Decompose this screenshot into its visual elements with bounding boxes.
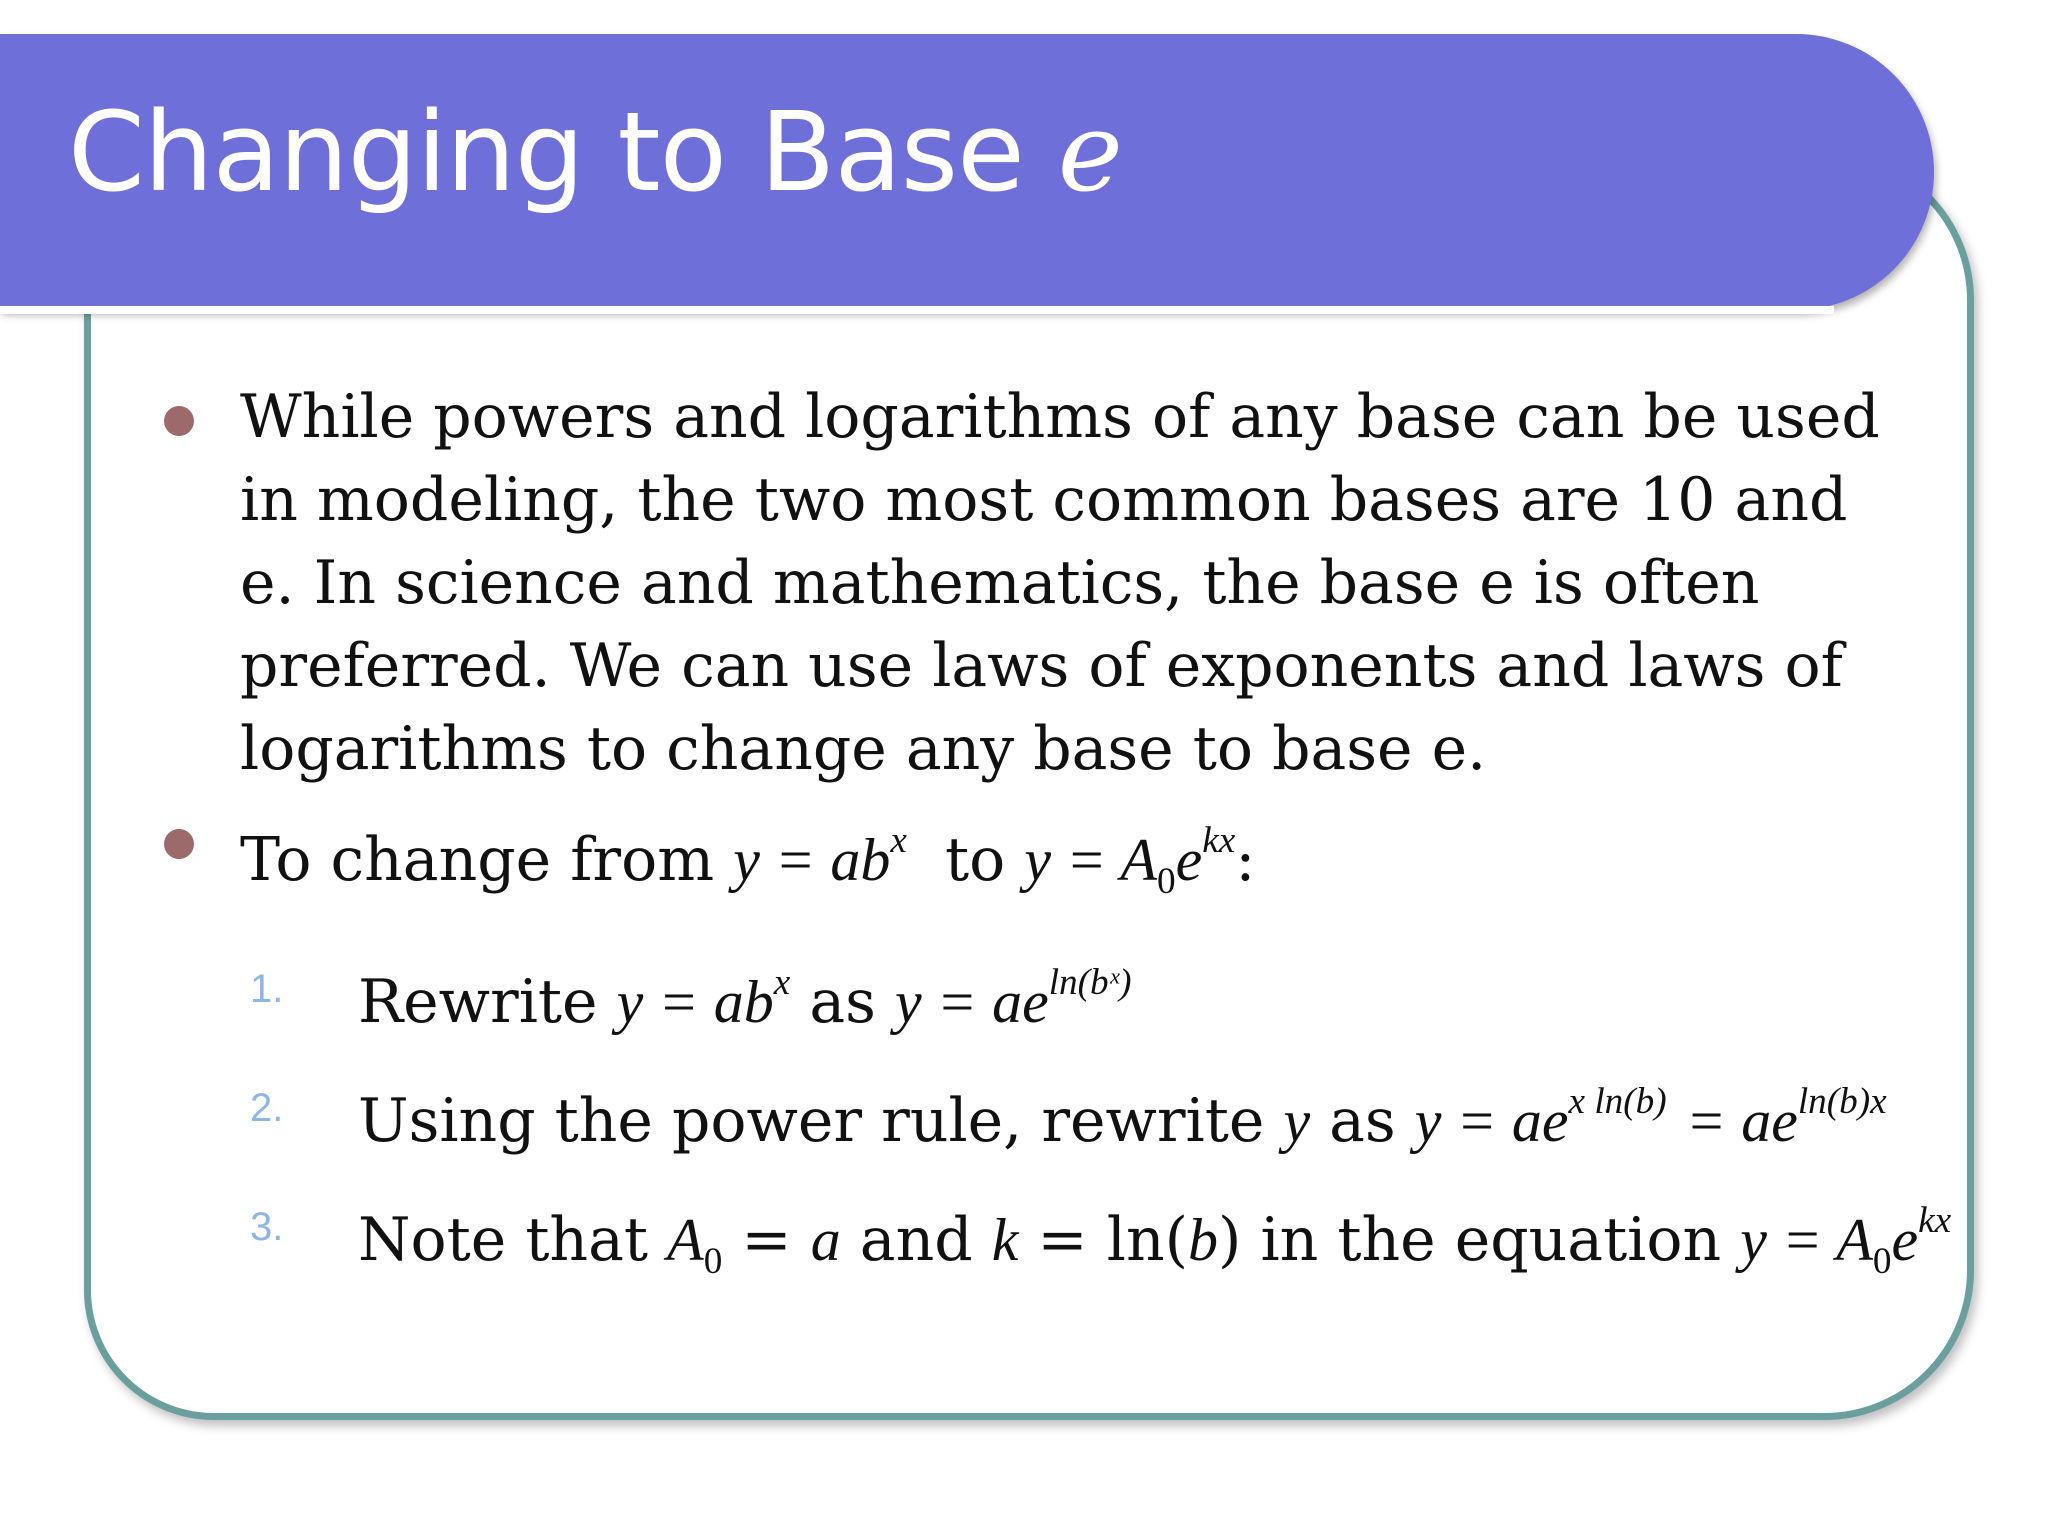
step-number: 2. bbox=[250, 1085, 284, 1130]
step-formula-base: y = A bbox=[1740, 1206, 1873, 1273]
step-variable: a bbox=[810, 1206, 841, 1273]
formula-to-base: y = A bbox=[1024, 826, 1157, 893]
step-formula-e: e bbox=[1891, 1206, 1919, 1273]
bullet-dot-icon bbox=[164, 829, 194, 859]
title-text: Changing to Base bbox=[68, 88, 1058, 216]
step-formula bbox=[616, 961, 791, 1035]
step-formula-exponent: kx bbox=[1918, 1199, 1952, 1241]
step-text: Rewrite bbox=[358, 966, 598, 1037]
step-formula-exponent: x ln(b) bbox=[1568, 1080, 1667, 1122]
formula-to-e: e bbox=[1175, 826, 1203, 893]
formula-to-exponent: kx bbox=[1202, 820, 1236, 861]
formula-from bbox=[733, 820, 907, 893]
step-variable: y bbox=[1283, 1087, 1311, 1154]
bullet-item bbox=[158, 799, 1918, 923]
formula-to bbox=[1024, 820, 1236, 902]
step-formula-base: y = ae bbox=[1414, 1087, 1569, 1154]
title-underline bbox=[0, 306, 1834, 314]
step-number: 1. bbox=[250, 966, 284, 1011]
step-formula-subscript: 0 bbox=[1872, 1240, 1892, 1282]
step-item bbox=[158, 1052, 1918, 1171]
step-formula-exponent: x bbox=[773, 961, 791, 1003]
step-formula bbox=[1685, 1080, 1887, 1154]
step-text: ) in the equation bbox=[1218, 1204, 1722, 1275]
bullet-mid: to bbox=[945, 824, 1006, 895]
step-variable: b bbox=[1188, 1206, 1219, 1273]
step-text: as bbox=[809, 966, 876, 1037]
bullet-dot-icon bbox=[164, 406, 194, 436]
bullet-prefix: To change from bbox=[240, 824, 715, 895]
step-text: and bbox=[859, 1204, 973, 1275]
steps-list bbox=[158, 933, 1952, 1312]
step-item bbox=[158, 1171, 1952, 1312]
step-text: = ln( bbox=[1037, 1204, 1189, 1275]
bullet-item bbox=[158, 376, 1918, 791]
slide-content bbox=[158, 376, 1952, 1312]
formula-to-subscript: 0 bbox=[1157, 860, 1176, 902]
formula-from-exponent: x bbox=[890, 820, 907, 861]
step-formula-base: y = ae bbox=[894, 968, 1049, 1035]
step-variable-subscript: 0 bbox=[703, 1240, 723, 1282]
step-number: 3. bbox=[250, 1204, 284, 1249]
step-text: Using the power rule, rewrite bbox=[358, 1085, 1265, 1156]
bullet-text: While powers and logarithms of any base can be used in modeling, the two most common bases are 10 and e. In science and mathematics, the base e is often preferred. We can use laws of exponents and laws of logarithms to change any base to base e. bbox=[240, 382, 1880, 784]
step-formula-exponent: ln(b)x bbox=[1797, 1080, 1887, 1122]
step-formula-exponent: ln(bˣ) bbox=[1048, 961, 1132, 1003]
step-variable bbox=[667, 1206, 723, 1282]
step-formula bbox=[1740, 1199, 1952, 1282]
title-italic: e bbox=[1057, 88, 1122, 216]
step-formula-base: = ae bbox=[1685, 1087, 1798, 1154]
step-formula bbox=[1414, 1080, 1667, 1154]
step-text: Note that bbox=[358, 1204, 648, 1275]
step-formula bbox=[894, 961, 1132, 1035]
step-text: as bbox=[1329, 1085, 1396, 1156]
step-item bbox=[158, 933, 1918, 1052]
slide-title bbox=[68, 88, 1122, 216]
step-variable-a: A bbox=[667, 1206, 704, 1273]
step-variable: k bbox=[991, 1206, 1019, 1273]
step-formula-base: y = ab bbox=[616, 968, 774, 1035]
bullet-suffix: : bbox=[1235, 824, 1256, 895]
formula-from-base: y = ab bbox=[733, 826, 891, 893]
step-text: = bbox=[741, 1204, 792, 1275]
